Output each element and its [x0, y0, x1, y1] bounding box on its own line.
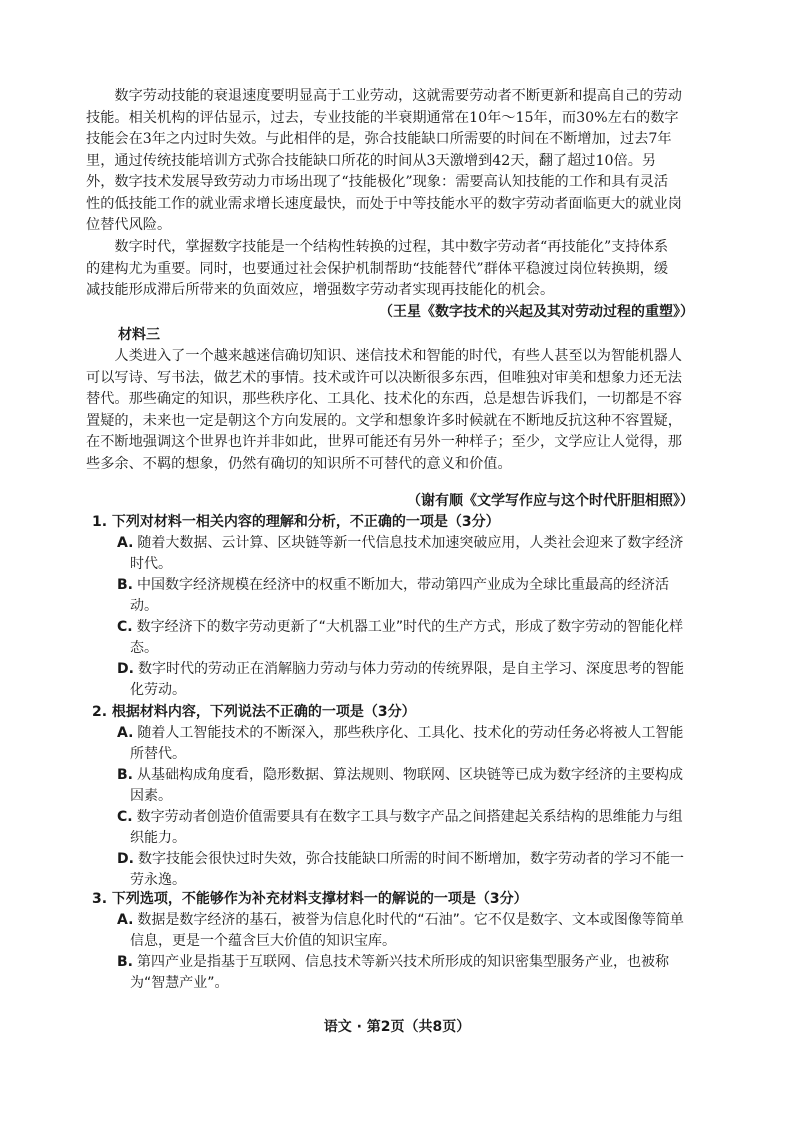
question-1-option-c[interactable]: C. 数字经济下的数字劳动更新了“大机器工业”时代的生产方式，形成了数字劳动的智能化样态。	[117, 619, 684, 656]
passage-two-source: （王星《数字技术的兴起及其对劳动过程的重塑》）	[379, 304, 694, 320]
material-three-heading: 材料三	[118, 327, 160, 343]
question-2-option-a[interactable]: A. 随着人工智能技术的不断深入，那些秩序化、工具化、技术化的劳动任务必将被人工智能所替代。	[117, 725, 684, 762]
question-1-option-a[interactable]: A. 随着大数据、云计算、区块链等新一代信息技术加速突破应用，人类社会迎来了数字经济时代。	[117, 535, 684, 572]
question-3	[92, 889, 692, 994]
page-footer: 语文 · 第2页（共8页）	[323, 1019, 471, 1035]
question-2-option-c[interactable]: C. 数字劳动者创造价值需要具有在数字工具与数字产品之间搭建起关系结构的思维能力与组织能力。	[117, 809, 683, 846]
material-three-source: （谢有顺《文学写作应与这个时代肝胆相照》）	[407, 493, 694, 509]
question-2-stem: 2. 根据材料内容，下列说法不正确的一项是（3分）	[92, 704, 416, 720]
question-1-option-b[interactable]: B. 中国数字经济规模在经济中的权重不断加大，带动第四产业成为全球比重最高的经济活动。	[117, 577, 669, 614]
question-1	[92, 512, 692, 701]
material-three-paragraph: 人类进入了一个越来越迷信确切知识、迷信技术和智能的时代，有些人甚至以为智能机器人可以写诗、写书法，做艺术的事情。技术或许可以决断很多东西，但唯独对审美和想象力还无法替代。那些确定的知识，那些秩序化、工具化、技术化的东西，总是想告诉我们，一切都是不容置疑的，未来也一定是朝这个方向发展的。文学和想象许多时候就在不断地反抗这种不容置疑，在不断地强调这个世界也许并非如此，世界可能还有另外一种样子；至少，文学应让人觉得，那些多余、不羁的想象，仍然有确切的知识所不可替代的意义和价值。	[86, 348, 682, 472]
question-3-option-a[interactable]: A. 数据是数字经济的基石，被誉为信息化时代的“石油”。它不仅是数字、文本或图像等简单信息，更是一个蕴含巨大价值的知识宝库。	[117, 912, 684, 949]
question-2	[92, 702, 692, 891]
passage-paragraph-2: 数字时代，掌握数字技能是一个结构性转换的过程，其中数字劳动者“再技能化”支持体系的建构尤为重要。同时，也要通过社会保护机制帮助“技能替代”群体平稳渡过岗位转换期，缓减技能形成滞后所带来的负面效应，增强数字劳动者实现再技能化的机会。	[86, 239, 669, 298]
question-1-stem: 1. 下列对材料一相关内容的理解和分析，不正确的一项是（3分）	[92, 514, 500, 530]
passage-paragraph-1: 数字劳动技能的衰退速度要明显高于工业劳动，这就需要劳动者不断更新和提高自己的劳动技能。相关机构的评估显示，过去，专业技能的半衰期通常在10年～15年，而30%左右的数字技能会在3年之内过时失效。与此相伴的是，弥合技能缺口所需要的时间在不断增加，过去7年里，通过传统技能培训方式弥合技能缺口所花的时间从3天激增到42天，翻了超过10倍。另外，数字技术发展导致劳动力市场出现了“技能极化”现象：需要高认知技能的工作和具有灵活性的低技能工作的就业需求增长速度最快，而处于中等技能水平的数字劳动者面临更大的就业岗位替代风险。	[86, 88, 682, 233]
question-1-option-d[interactable]: D. 数字时代的劳动正在消解脑力劳动与体力劳动的传统界限，是自主学习、深度思考的智能化劳动。	[117, 661, 684, 698]
question-3-stem: 3. 下列选项，不能够作为补充材料支撑材料一的解说的一项是（3分）	[92, 891, 528, 907]
question-2-option-b[interactable]: B. 从基础构成角度看，隐形数据、算法规则、物联网、区块链等已成为数字经济的主要构成因素。	[117, 767, 683, 804]
question-3-option-b[interactable]: B. 第四产业是指基于互联网、信息技术等新兴技术所形成的知识密集型服务产业，也被称为“智慧产业”。	[117, 954, 669, 991]
question-2-option-d[interactable]: D. 数字技能会很快过时失效，弥合技能缺口所需的时间不断增加，数字劳动者的学习不能一劳永逸。	[117, 851, 684, 888]
